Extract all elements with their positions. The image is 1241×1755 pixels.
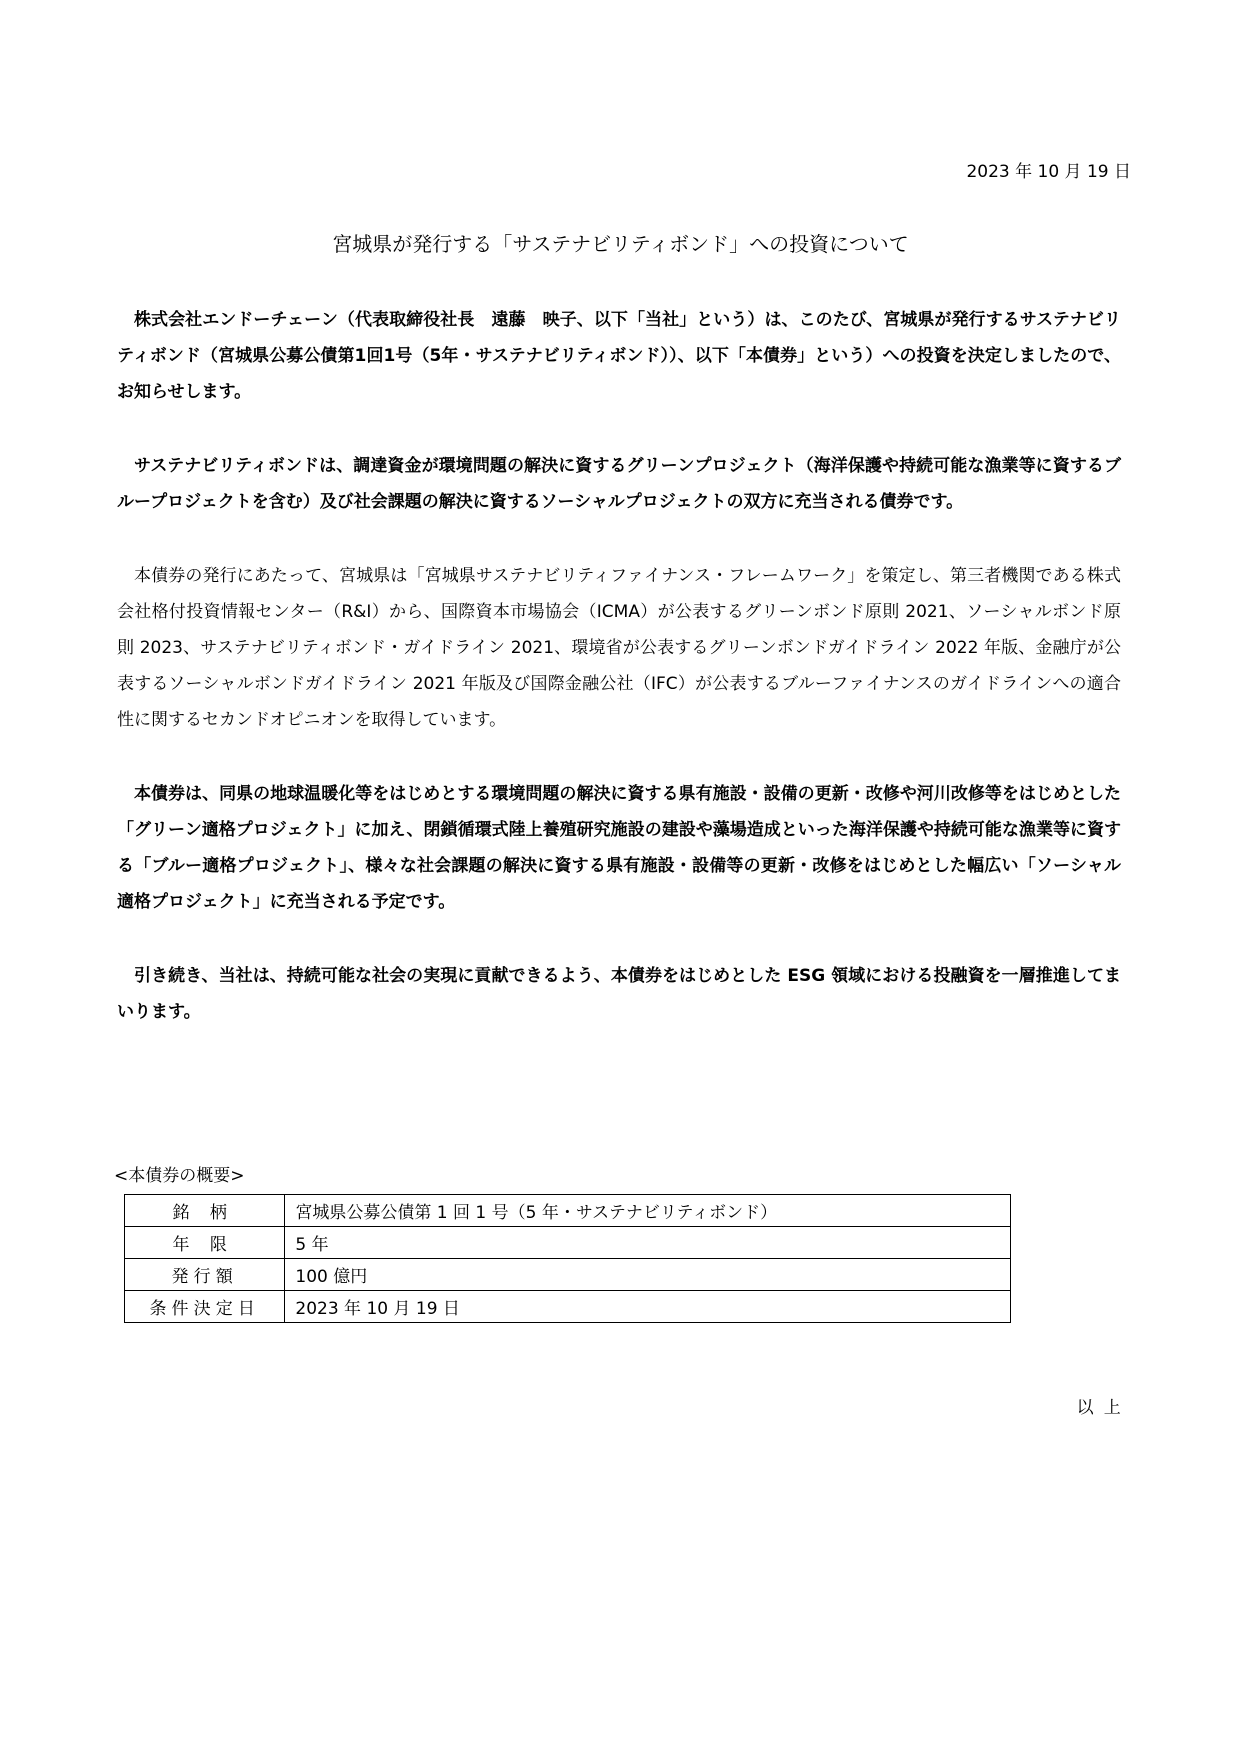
table-label: 発行額 bbox=[125, 1259, 285, 1291]
table-row bbox=[125, 1291, 1011, 1323]
paragraph-outlook: 引き続き、当社は、持続可能な社会の実現に貢献できるよう、本債券をはじめとした ESG 領域における投融資を一層推進してまいります。 bbox=[117, 966, 1121, 1022]
summary-caption: <本債券の概要> bbox=[114, 1166, 245, 1186]
document-date: 2023 年 10 月 19 日 bbox=[966, 162, 1131, 182]
paragraph-announcement: 株式会社エンドーチェーン（代表取締役社長 遠藤 映子、以下「当社」という）は、このたび、宮城県が発行するサステナビリティボンド（宮城県公募公債第1回1号（5年・サステナビリティボンド））、以下「本債券」という）への投資を決定しましたので、お知らせします。 bbox=[117, 310, 1121, 402]
table-value: 5 年 bbox=[285, 1227, 1011, 1259]
paragraph-use-of-proceeds: 本債券は、同県の地球温暖化等をはじめとする環境問題の解決に資する県有施設・設備の更新・改修や河川改修等をはじめとした「グリーン適格プロジェクト」に加え、閉鎖循環式陸上養殖研究施設の建設や藻場造成といった海洋保護や持続可能な漁業等に資する「ブルー適格プロジェクト」、様々な社会課題の解決に資する県有施設・設備等の更新・改修をはじめとした幅広い「ソーシャル適格プロジェクト」に充当される予定です。 bbox=[117, 784, 1121, 912]
closing-mark: 以上 bbox=[1076, 1398, 1131, 1418]
table-label: 銘柄 bbox=[125, 1195, 285, 1227]
table-label: 条件決定日 bbox=[125, 1291, 285, 1323]
table-label: 年限 bbox=[125, 1227, 285, 1259]
table-value: 100 億円 bbox=[285, 1259, 1011, 1291]
table-value: 宮城県公募公債第 1 回 1 号（5 年・サステナビリティボンド） bbox=[285, 1195, 1011, 1227]
document-title: 宮城県が発行する「サステナビリティボンド」への投資について bbox=[332, 232, 909, 256]
table-value: 2023 年 10 月 19 日 bbox=[285, 1291, 1011, 1323]
bond-summary-table bbox=[124, 1194, 1011, 1323]
document-body bbox=[117, 302, 1121, 1068]
table-row bbox=[125, 1259, 1011, 1291]
paragraph-framework: 本債券の発行にあたって、宮城県は「宮城県サステナビリティファイナンス・フレームワーク」を策定し、第三者機関である株式会社格付投資情報センター（R&I）から、国際資本市場協会（ICMA）が公表するグリーンボンド原則 2021、ソーシャルボンド原則 2023、サステナビリティボンド・ガイドライン 2021、環境省が公表するグリーンボンドガイドライン 2022 年版、金融庁が公表するソーシャルボンドガイドライン 2021 年版及び国際金融公社（IFC）が公表するブルーファイナンスのガイドラインへの適合性に関するセカンドオピニオンを取得しています。 bbox=[117, 566, 1121, 730]
table-row bbox=[125, 1195, 1011, 1227]
table-row bbox=[125, 1227, 1011, 1259]
paragraph-bond-definition: サステナビリティボンドは、調達資金が環境問題の解決に資するグリーンプロジェクト（海洋保護や持続可能な漁業等に資するブループロジェクトを含む）及び社会課題の解決に資するソーシャルプロジェクトの双方に充当される債券です。 bbox=[117, 456, 1121, 512]
